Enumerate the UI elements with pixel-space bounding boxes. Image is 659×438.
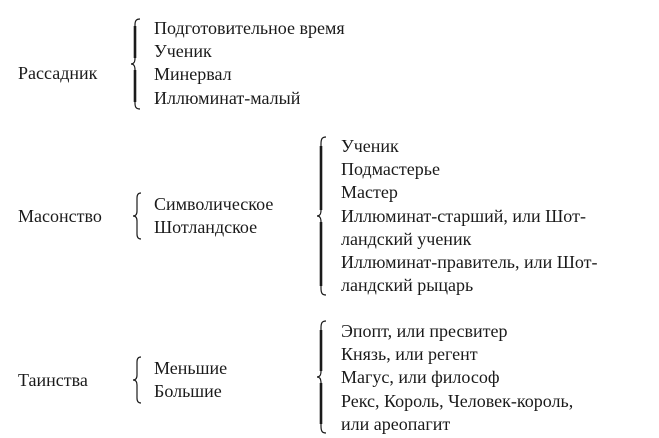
brace-icon bbox=[314, 320, 330, 434]
rassadnik-grades bbox=[154, 17, 345, 110]
grade-item: Эпопт, или пресвитер bbox=[341, 321, 508, 341]
grade-item: Минервал bbox=[154, 64, 232, 85]
subdivision-item: Большие bbox=[154, 381, 222, 402]
tainstva-subdivisions bbox=[154, 357, 227, 403]
subdivision-item: Символическое bbox=[154, 194, 274, 214]
grade-item: Подготовительное время bbox=[154, 18, 345, 38]
subdivision-item: Шотландское bbox=[154, 217, 258, 238]
grade-item: Рекс, Король, Человек-король, bbox=[341, 390, 574, 411]
grade-item: Иллюминат-старший, или Шот- bbox=[341, 205, 586, 226]
tainstva-grades bbox=[341, 320, 573, 436]
grade-item: Иллюминат-малый bbox=[154, 87, 301, 108]
grade-item: ландский рыцарь bbox=[341, 275, 474, 296]
brace-icon bbox=[130, 356, 144, 404]
grade-item: или ареопагит bbox=[341, 413, 451, 434]
masonstvo-subdivisions bbox=[154, 193, 273, 239]
section-label-tainstva: Таинства bbox=[18, 370, 88, 390]
grade-item: Мастер bbox=[341, 182, 398, 203]
brace-icon bbox=[128, 18, 144, 110]
subdivision-item: Меньшие bbox=[154, 358, 228, 378]
grade-item: Ученик bbox=[154, 41, 212, 62]
masonstvo-grades bbox=[341, 135, 598, 297]
grade-item: Князь, или регент bbox=[341, 344, 478, 365]
brace-icon bbox=[314, 136, 330, 296]
grade-item: Ученик bbox=[341, 136, 399, 156]
grade-item: Магус, или философ bbox=[341, 367, 500, 388]
grade-item: Подмастерье bbox=[341, 159, 440, 180]
brace-icon bbox=[130, 192, 144, 240]
section-label-rassadnik: Рассадник bbox=[18, 63, 98, 83]
grade-item: Иллюминат-правитель, или Шот- bbox=[341, 252, 598, 273]
section-label-masonstvo: Масонство bbox=[18, 206, 102, 226]
grade-item: ландский ученик bbox=[341, 228, 472, 249]
